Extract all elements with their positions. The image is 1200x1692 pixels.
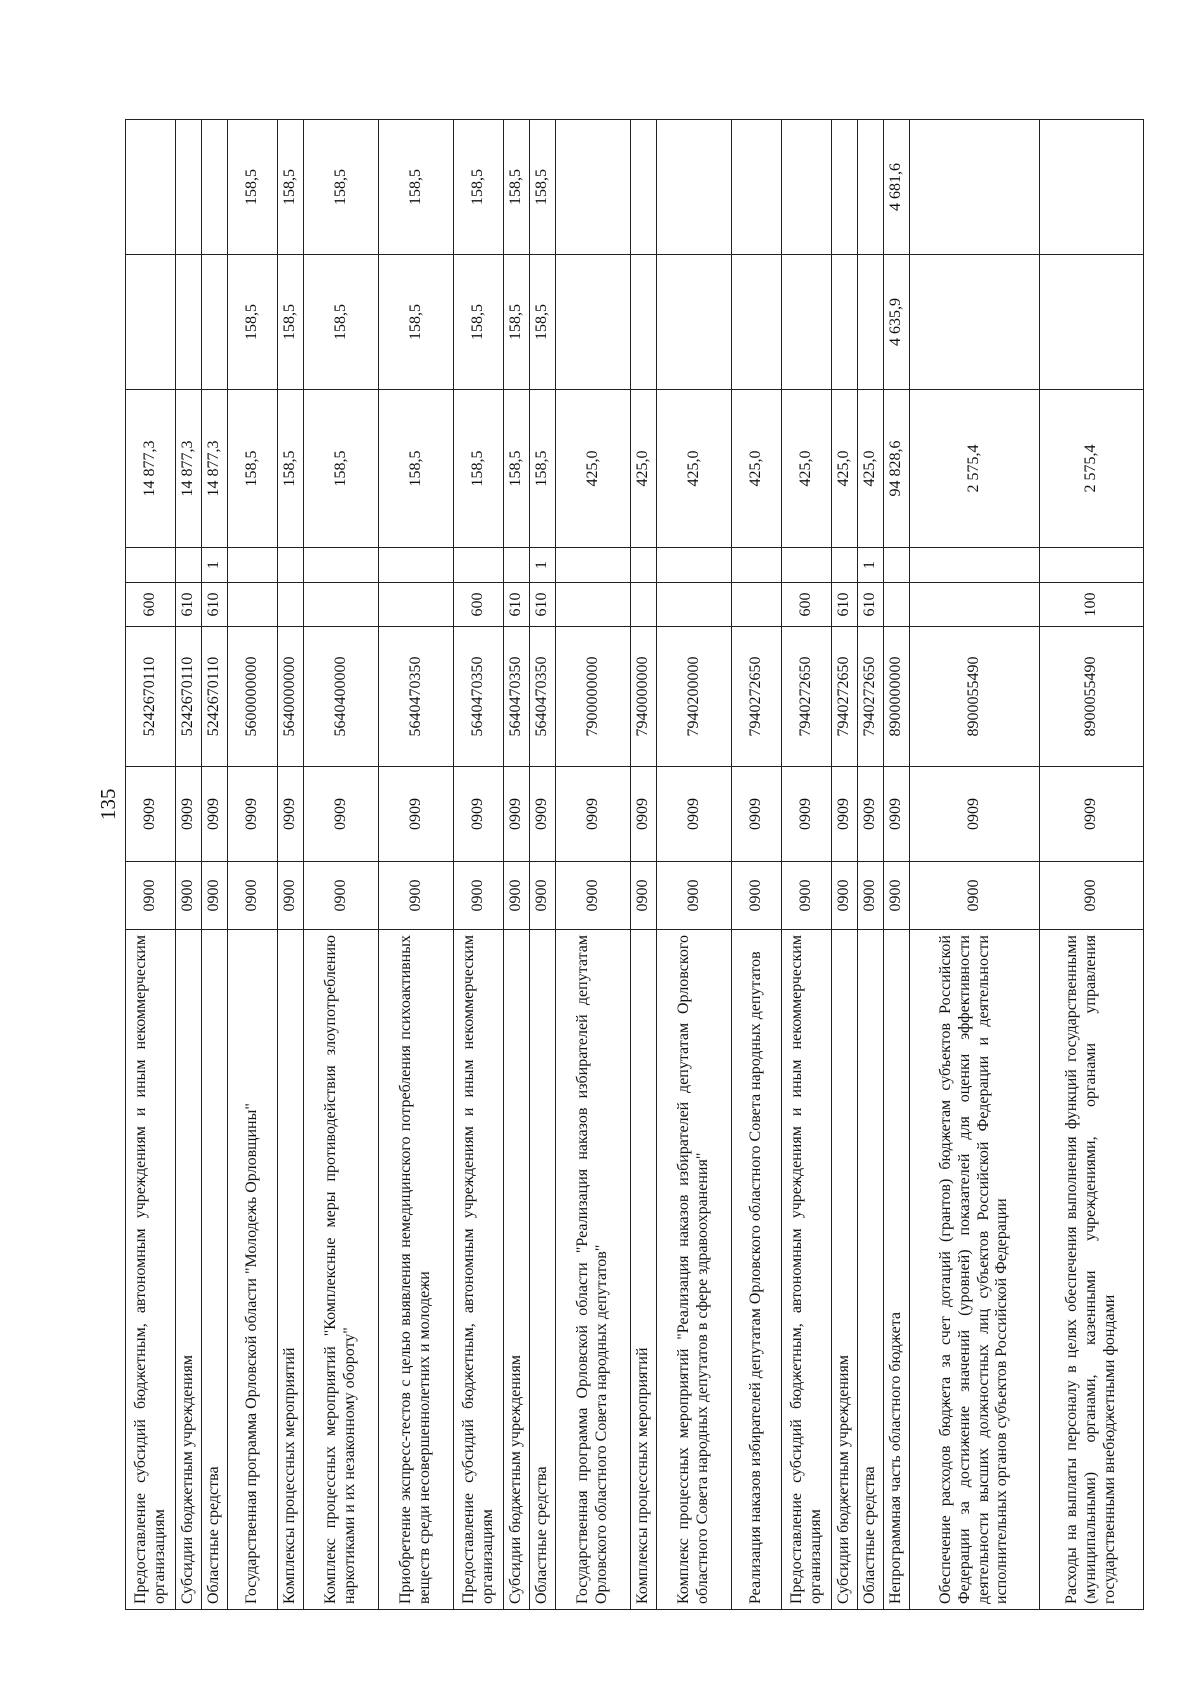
- subsection-code: 0909: [379, 767, 454, 862]
- amount-year-3: [1040, 120, 1144, 255]
- amount-year-3: 158,5: [454, 120, 504, 255]
- subsection-code: 0909: [657, 767, 732, 862]
- amount-year-1: 425,0: [732, 390, 782, 548]
- expense-type-code: [631, 583, 657, 627]
- row-name: Субсидии бюджетным учреждениям: [832, 930, 858, 1610]
- target-article-code: 7940272650: [782, 627, 832, 767]
- target-article-code: 7940272650: [832, 627, 858, 767]
- table-row: [556, 120, 631, 1610]
- source-mark: [782, 548, 832, 583]
- source-mark: 1: [858, 548, 884, 583]
- expense-type-code: [278, 583, 304, 627]
- target-article-code: 7940200000: [657, 627, 732, 767]
- target-article-code: 8900055490: [910, 627, 1040, 767]
- page-number: 135: [96, 788, 120, 820]
- section-code: 0900: [278, 862, 304, 930]
- source-mark: [176, 548, 202, 583]
- subsection-code: 0909: [454, 767, 504, 862]
- amount-year-3: 158,5: [504, 120, 530, 255]
- target-article-code: 5640470350: [379, 627, 454, 767]
- subsection-code: 0909: [832, 767, 858, 862]
- source-mark: [884, 548, 910, 583]
- amount-year-1: 158,5: [530, 390, 556, 548]
- source-mark: 1: [202, 548, 228, 583]
- section-code: 0900: [202, 862, 228, 930]
- target-article-code: 5640000000: [278, 627, 304, 767]
- table-row: [910, 120, 1040, 1610]
- amount-year-2: 158,5: [530, 255, 556, 390]
- subsection-code: 0909: [228, 767, 278, 862]
- amount-year-3: 158,5: [304, 120, 379, 255]
- row-name: Государственная программа Орловской области "Реализация наказов избирателей депутатам Орловского областного Совета народных депутатов": [556, 930, 631, 1610]
- target-article-code: 7940000000: [631, 627, 657, 767]
- table-row: [176, 120, 202, 1610]
- expense-type-code: 610: [530, 583, 556, 627]
- source-mark: [910, 548, 1040, 583]
- table-row: [379, 120, 454, 1610]
- target-article-code: 7900000000: [556, 627, 631, 767]
- amount-year-1: 425,0: [657, 390, 732, 548]
- table-row: [832, 120, 858, 1610]
- source-mark: [126, 548, 176, 583]
- amount-year-2: 158,5: [228, 255, 278, 390]
- amount-year-2: [858, 255, 884, 390]
- amount-year-2: 158,5: [504, 255, 530, 390]
- amount-year-1: 94 828,6: [884, 390, 910, 548]
- rotated-page: [125, 120, 1144, 1610]
- amount-year-1: 14 877,3: [176, 390, 202, 548]
- row-name: Предоставление субсидий бюджетным, автономным учреждениям и иным некоммерческим организациям: [126, 930, 176, 1610]
- amount-year-1: 158,5: [278, 390, 304, 548]
- amount-year-2: 158,5: [379, 255, 454, 390]
- table-row: [126, 120, 176, 1610]
- amount-year-3: 158,5: [379, 120, 454, 255]
- target-article-code: 5242670110: [202, 627, 228, 767]
- amount-year-2: [657, 255, 732, 390]
- section-code: 0900: [530, 862, 556, 930]
- amount-year-2: 4 635,9: [884, 255, 910, 390]
- section-code: 0900: [732, 862, 782, 930]
- amount-year-3: [732, 120, 782, 255]
- amount-year-3: [858, 120, 884, 255]
- expense-type-code: 610: [504, 583, 530, 627]
- amount-year-2: [202, 255, 228, 390]
- subsection-code: 0909: [126, 767, 176, 862]
- row-name: Расходы на выплаты персоналу в целях обеспечения выполнения функций государственными (муниципальными) органами, казенными учреждениями, органами управления государственными внебюджетными фондами: [1040, 930, 1144, 1610]
- source-mark: [657, 548, 732, 583]
- amount-year-1: 158,5: [379, 390, 454, 548]
- target-article-code: 5242670110: [126, 627, 176, 767]
- section-code: 0900: [379, 862, 454, 930]
- amount-year-3: [126, 120, 176, 255]
- subsection-code: 0909: [910, 767, 1040, 862]
- subsection-code: 0909: [176, 767, 202, 862]
- row-name: Государственная программа Орловской области "Молодежь Орловщины": [228, 930, 278, 1610]
- amount-year-2: [176, 255, 202, 390]
- amount-year-1: 425,0: [858, 390, 884, 548]
- amount-year-3: [832, 120, 858, 255]
- expense-type-code: [304, 583, 379, 627]
- amount-year-1: 14 877,3: [126, 390, 176, 548]
- target-article-code: 5600000000: [228, 627, 278, 767]
- row-name: Предоставление субсидий бюджетным, автономным учреждениям и иным некоммерческим организациям: [454, 930, 504, 1610]
- target-article-code: 7940272650: [858, 627, 884, 767]
- amount-year-1: 425,0: [556, 390, 631, 548]
- expense-type-code: [379, 583, 454, 627]
- subsection-code: 0909: [1040, 767, 1144, 862]
- table-row: [1040, 120, 1144, 1610]
- amount-year-2: 158,5: [304, 255, 379, 390]
- expense-type-code: 610: [176, 583, 202, 627]
- section-code: 0900: [304, 862, 379, 930]
- section-code: 0900: [631, 862, 657, 930]
- subsection-code: 0909: [631, 767, 657, 862]
- target-article-code: 5640470350: [530, 627, 556, 767]
- table-row: [657, 120, 732, 1610]
- amount-year-3: [202, 120, 228, 255]
- amount-year-2: [631, 255, 657, 390]
- row-name: Субсидии бюджетным учреждениям: [504, 930, 530, 1610]
- expense-type-code: 600: [782, 583, 832, 627]
- section-code: 0900: [657, 862, 732, 930]
- row-name: Комплексы процессных мероприятий: [278, 930, 304, 1610]
- expense-type-code: [657, 583, 732, 627]
- subsection-code: 0909: [556, 767, 631, 862]
- row-name: Субсидии бюджетным учреждениям: [176, 930, 202, 1610]
- table-row: [631, 120, 657, 1610]
- section-code: 0900: [126, 862, 176, 930]
- source-mark: [304, 548, 379, 583]
- table-row: [858, 120, 884, 1610]
- row-name: Реализация наказов избирателей депутатам Орловского областного Совета народных депутатов: [732, 930, 782, 1610]
- amount-year-3: [782, 120, 832, 255]
- amount-year-2: [832, 255, 858, 390]
- amount-year-3: [176, 120, 202, 255]
- subsection-code: 0909: [278, 767, 304, 862]
- table-row: [504, 120, 530, 1610]
- amount-year-3: [631, 120, 657, 255]
- target-article-code: 8900055490: [1040, 627, 1144, 767]
- expense-type-code: 610: [832, 583, 858, 627]
- amount-year-1: 425,0: [782, 390, 832, 548]
- table-row: [530, 120, 556, 1610]
- source-mark: [732, 548, 782, 583]
- row-name: Предоставление субсидий бюджетным, автономным учреждениям и иным некоммерческим организациям: [782, 930, 832, 1610]
- source-mark: [556, 548, 631, 583]
- row-name: Областные средства: [202, 930, 228, 1610]
- target-article-code: 5640470350: [504, 627, 530, 767]
- amount-year-2: [782, 255, 832, 390]
- amount-year-2: 158,5: [278, 255, 304, 390]
- amount-year-2: [126, 255, 176, 390]
- row-name: Комплексы процессных мероприятий: [631, 930, 657, 1610]
- section-code: 0900: [884, 862, 910, 930]
- amount-year-1: 158,5: [504, 390, 530, 548]
- section-code: 0900: [176, 862, 202, 930]
- row-name: Комплекс процессных мероприятий "Комплексные меры противодействия злоупотреблению наркотиками и их незаконному обороту": [304, 930, 379, 1610]
- expense-type-code: 600: [454, 583, 504, 627]
- section-code: 0900: [1040, 862, 1144, 930]
- amount-year-1: 158,5: [228, 390, 278, 548]
- subsection-code: 0909: [304, 767, 379, 862]
- amount-year-3: 158,5: [228, 120, 278, 255]
- row-name: Обеспечение расходов бюджета за счет дотаций (грантов) бюджетам субъектов Российской Федерации за достижение значений (уровней) показателей для оценки эффективности деятельности высших должностных лиц субъектов Российской Федерации и деятельности исполнительных органов субъектов Российской Федерации: [910, 930, 1040, 1610]
- amount-year-1: 425,0: [832, 390, 858, 548]
- section-code: 0900: [228, 862, 278, 930]
- table-row: [228, 120, 278, 1610]
- amount-year-2: [556, 255, 631, 390]
- section-code: 0900: [858, 862, 884, 930]
- row-name: Комплекс процессных мероприятий "Реализация наказов избирателей депутатам Орловского областного Совета народных депутатов в сфере здравоохранения": [657, 930, 732, 1610]
- target-article-code: 7940272650: [732, 627, 782, 767]
- amount-year-3: 4 681,6: [884, 120, 910, 255]
- row-name: Непрограммная часть областного бюджета: [884, 930, 910, 1610]
- expense-type-code: [910, 583, 1040, 627]
- subsection-code: 0909: [504, 767, 530, 862]
- section-code: 0900: [504, 862, 530, 930]
- subsection-code: 0909: [782, 767, 832, 862]
- subsection-code: 0909: [530, 767, 556, 862]
- amount-year-1: 2 575,4: [910, 390, 1040, 548]
- expense-type-code: 610: [202, 583, 228, 627]
- target-article-code: 8900000000: [884, 627, 910, 767]
- amount-year-1: 158,5: [454, 390, 504, 548]
- row-name: Областные средства: [858, 930, 884, 1610]
- subsection-code: 0909: [202, 767, 228, 862]
- target-article-code: 5242670110: [176, 627, 202, 767]
- section-code: 0900: [832, 862, 858, 930]
- table-row: [454, 120, 504, 1610]
- source-mark: [228, 548, 278, 583]
- amount-year-1: 14 877,3: [202, 390, 228, 548]
- source-mark: [379, 548, 454, 583]
- amount-year-2: [910, 255, 1040, 390]
- source-mark: [504, 548, 530, 583]
- expense-type-code: 100: [1040, 583, 1144, 627]
- expense-type-code: [556, 583, 631, 627]
- amount-year-1: 158,5: [304, 390, 379, 548]
- source-mark: [832, 548, 858, 583]
- table-body: [126, 120, 1144, 1610]
- amount-year-3: 158,5: [278, 120, 304, 255]
- subsection-code: 0909: [858, 767, 884, 862]
- source-mark: 1: [530, 548, 556, 583]
- budget-table: [125, 119, 1144, 1610]
- amount-year-2: 158,5: [454, 255, 504, 390]
- amount-year-3: [556, 120, 631, 255]
- expense-type-code: [732, 583, 782, 627]
- amount-year-1: 2 575,4: [1040, 390, 1144, 548]
- amount-year-3: [910, 120, 1040, 255]
- row-name: Приобретение экспресс-тестов с целью выявления немедицинского потребления психоактивных веществ среди несовершеннолетних и молодежи: [379, 930, 454, 1610]
- table-row: [782, 120, 832, 1610]
- table-row: [304, 120, 379, 1610]
- expense-type-code: [884, 583, 910, 627]
- table-row: [732, 120, 782, 1610]
- expense-type-code: 610: [858, 583, 884, 627]
- section-code: 0900: [556, 862, 631, 930]
- amount-year-1: 425,0: [631, 390, 657, 548]
- subsection-code: 0909: [884, 767, 910, 862]
- source-mark: [454, 548, 504, 583]
- table-row: [278, 120, 304, 1610]
- source-mark: [631, 548, 657, 583]
- section-code: 0900: [910, 862, 1040, 930]
- amount-year-2: [1040, 255, 1144, 390]
- table-row: [884, 120, 910, 1610]
- amount-year-2: [732, 255, 782, 390]
- subsection-code: 0909: [732, 767, 782, 862]
- expense-type-code: [228, 583, 278, 627]
- section-code: 0900: [454, 862, 504, 930]
- amount-year-3: [657, 120, 732, 255]
- target-article-code: 5640400000: [304, 627, 379, 767]
- row-name: Областные средства: [530, 930, 556, 1610]
- expense-type-code: 600: [126, 583, 176, 627]
- table-row: [202, 120, 228, 1610]
- source-mark: [278, 548, 304, 583]
- amount-year-3: 158,5: [530, 120, 556, 255]
- source-mark: [1040, 548, 1144, 583]
- section-code: 0900: [782, 862, 832, 930]
- target-article-code: 5640470350: [454, 627, 504, 767]
